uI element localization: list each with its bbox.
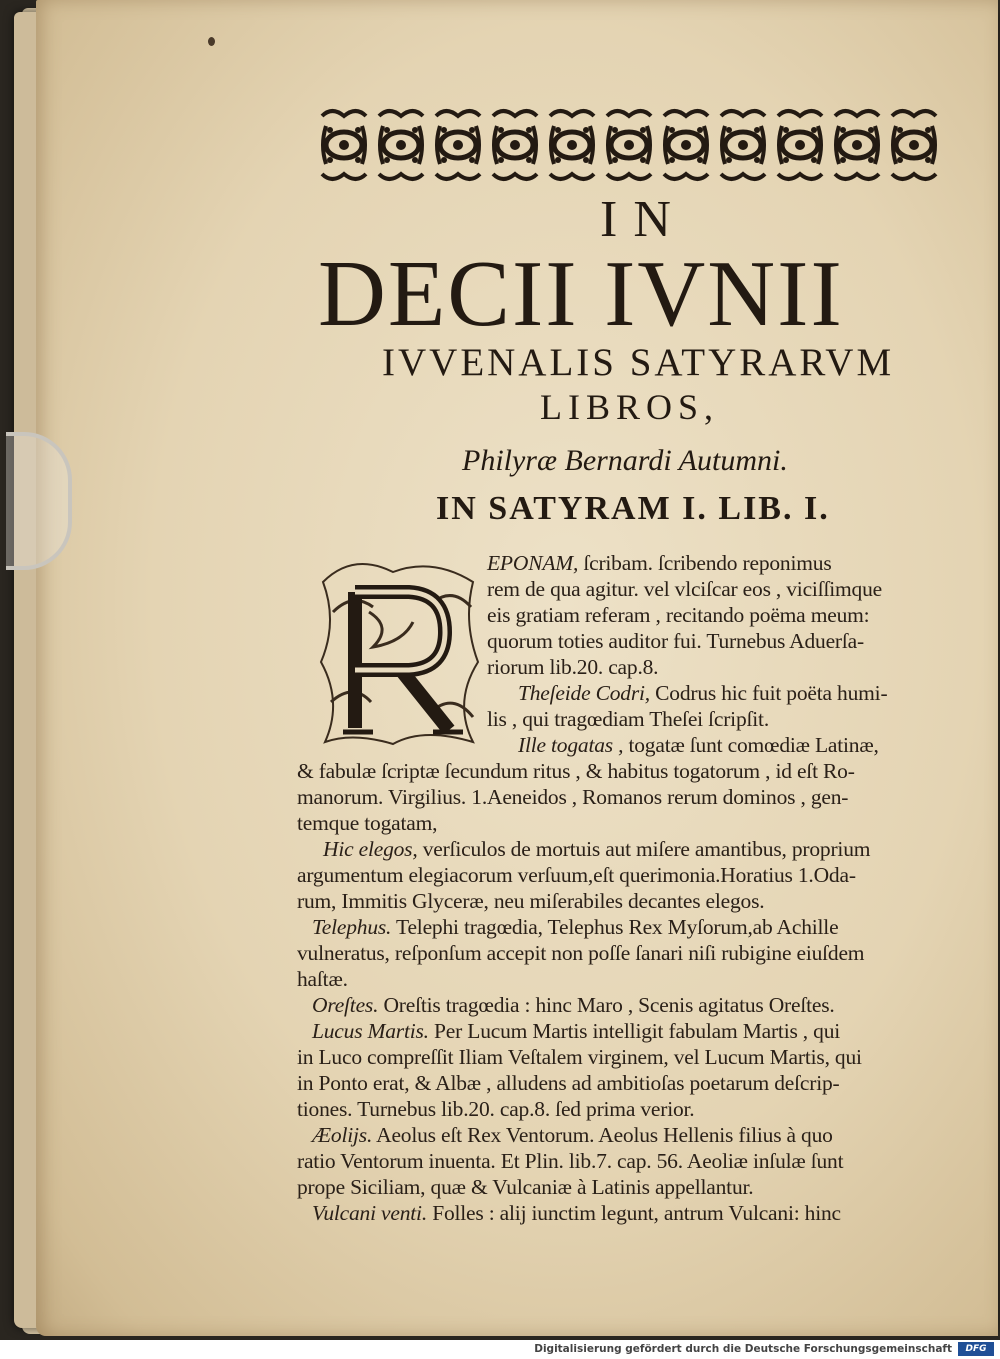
text-line bbox=[297, 759, 855, 784]
text-line bbox=[297, 1071, 840, 1096]
decorated-initial-r bbox=[313, 552, 485, 748]
lemma: Oreſtes. bbox=[312, 993, 379, 1017]
line-text: togatæ ſunt comœdiæ Latinæ, bbox=[623, 733, 879, 757]
line-text: Per Lucum Martis intelligit fabulam Martis , qui bbox=[428, 1019, 841, 1043]
title-author-name: DECII IVNII bbox=[318, 242, 844, 346]
lemma: Æolijs. bbox=[312, 1123, 373, 1147]
text-line bbox=[297, 889, 764, 914]
funding-credit: Digitalisierung gefördert durch die Deutsche Forschungsgemeinschaft bbox=[534, 1343, 952, 1355]
text-line bbox=[297, 863, 856, 888]
text-line bbox=[297, 1149, 843, 1174]
text-line bbox=[487, 655, 658, 680]
line-text: ratio Ventorum inuenta. Et Plin. lib.7. cap. 56. Aeoliæ inſulæ ſunt bbox=[297, 1149, 844, 1173]
line-text: Oreſtis tragœdia : hinc Maro , Scenis agitatus Oreſtes. bbox=[378, 993, 835, 1017]
dfg-logo: DFG bbox=[958, 1342, 994, 1356]
line-text: rum, Immitis Glyceræ, neu miſerabiles decantes elegos. bbox=[297, 889, 765, 913]
text-line bbox=[297, 785, 848, 810]
line-text: Aeolus eſt Rex Ventorum. Aeolus Hellenis filius à quo bbox=[372, 1123, 833, 1147]
line-text: Folles : alij iunctim legunt, antrum Vulcani: hinc bbox=[427, 1201, 841, 1225]
lemma: Vulcani venti. bbox=[312, 1201, 428, 1225]
text-line bbox=[323, 837, 870, 862]
text-line bbox=[312, 1123, 833, 1148]
lemma: EPONAM, bbox=[487, 551, 579, 575]
lemma: Ille togatas , bbox=[518, 733, 624, 757]
line-text: in Ponto erat, & Albæ , alludens ad ambitioſas poetarum deſcrip- bbox=[297, 1071, 840, 1095]
line-text: riorum lib.20. cap.8. bbox=[487, 655, 659, 679]
text-line bbox=[312, 1019, 840, 1044]
text-line bbox=[487, 707, 769, 732]
line-text: verſiculos de mortuis aut miſere amantibus, proprium bbox=[417, 837, 871, 861]
text-line bbox=[297, 1045, 862, 1070]
line-text: Telephi tragœdia, Telephus Rex Myſorum,ab Achille bbox=[391, 915, 839, 939]
line-text: haſtæ. bbox=[297, 967, 348, 991]
section-heading: IN SATYRAM I. LIB. I. bbox=[436, 490, 830, 527]
title-work: IVVENALIS SATYRARVM bbox=[382, 341, 895, 384]
title-libros: LIBROS, bbox=[540, 387, 720, 427]
text-line bbox=[312, 915, 838, 940]
line-text: Codrus hic fuit poëta humi- bbox=[649, 681, 888, 705]
title-in: IN bbox=[600, 191, 687, 248]
line-text: prope Siciliam, quæ & Vulcaniæ à Latinis appellantur. bbox=[297, 1175, 754, 1199]
text-line bbox=[297, 941, 864, 966]
line-text: ſcribam. ſcribendo reponimus bbox=[578, 551, 832, 575]
text-line bbox=[297, 811, 437, 836]
text-line bbox=[518, 733, 879, 758]
ornamental-headpiece bbox=[318, 108, 940, 182]
paper-clip bbox=[6, 432, 72, 570]
pin-hole bbox=[208, 37, 215, 46]
text-line bbox=[312, 993, 835, 1018]
lemma: Theſeide Codri, bbox=[518, 681, 650, 705]
line-text: eis gratiam referam , recitando poëma meum: bbox=[487, 603, 870, 627]
line-text: in Luco compreſſit Iliam Veſtalem virginem, vel Lucum Martis, qui bbox=[297, 1045, 862, 1069]
line-text: lis , qui tragœdiam Theſei ſcripſit. bbox=[487, 707, 770, 731]
line-text: quorum toties auditor fui. Turnebus Aduerſa- bbox=[487, 629, 864, 653]
title-commentator: Philyræ Bernardi Autumni. bbox=[462, 444, 788, 477]
text-line bbox=[312, 1201, 841, 1226]
text-line bbox=[487, 629, 864, 654]
line-text: temque togatam, bbox=[297, 811, 438, 835]
text-line bbox=[297, 967, 348, 992]
text-line bbox=[297, 1097, 694, 1122]
line-text: tiones. Turnebus lib.20. cap.8. ſed prima verior. bbox=[297, 1097, 695, 1121]
line-text: & fabulæ ſcriptæ ſecundum ritus , & habitus togatorum , id eſt Ro- bbox=[297, 759, 855, 783]
text-line bbox=[487, 603, 869, 628]
line-text: rem de qua agitur. vel vlciſcar eos , viciſſimque bbox=[487, 577, 882, 601]
text-line bbox=[487, 551, 831, 576]
line-text: vulneratus, reſponſum accepit non poſſe ſanari niſi rubigine eiuſdem bbox=[297, 941, 865, 965]
footer-bar bbox=[0, 1340, 1000, 1359]
lemma: Telephus. bbox=[312, 915, 392, 939]
text-line bbox=[487, 577, 882, 602]
lemma: Hic elegos, bbox=[323, 837, 418, 861]
line-text: argumentum elegiacorum verſuum,eſt querimonia.Horatius 1.Oda- bbox=[297, 863, 856, 887]
text-line bbox=[297, 1175, 753, 1200]
lemma: Lucus Martis. bbox=[312, 1019, 429, 1043]
text-line bbox=[518, 681, 887, 706]
line-text: manorum. Virgilius. 1.Aeneidos , Romanos rerum dominos , gen- bbox=[297, 785, 849, 809]
